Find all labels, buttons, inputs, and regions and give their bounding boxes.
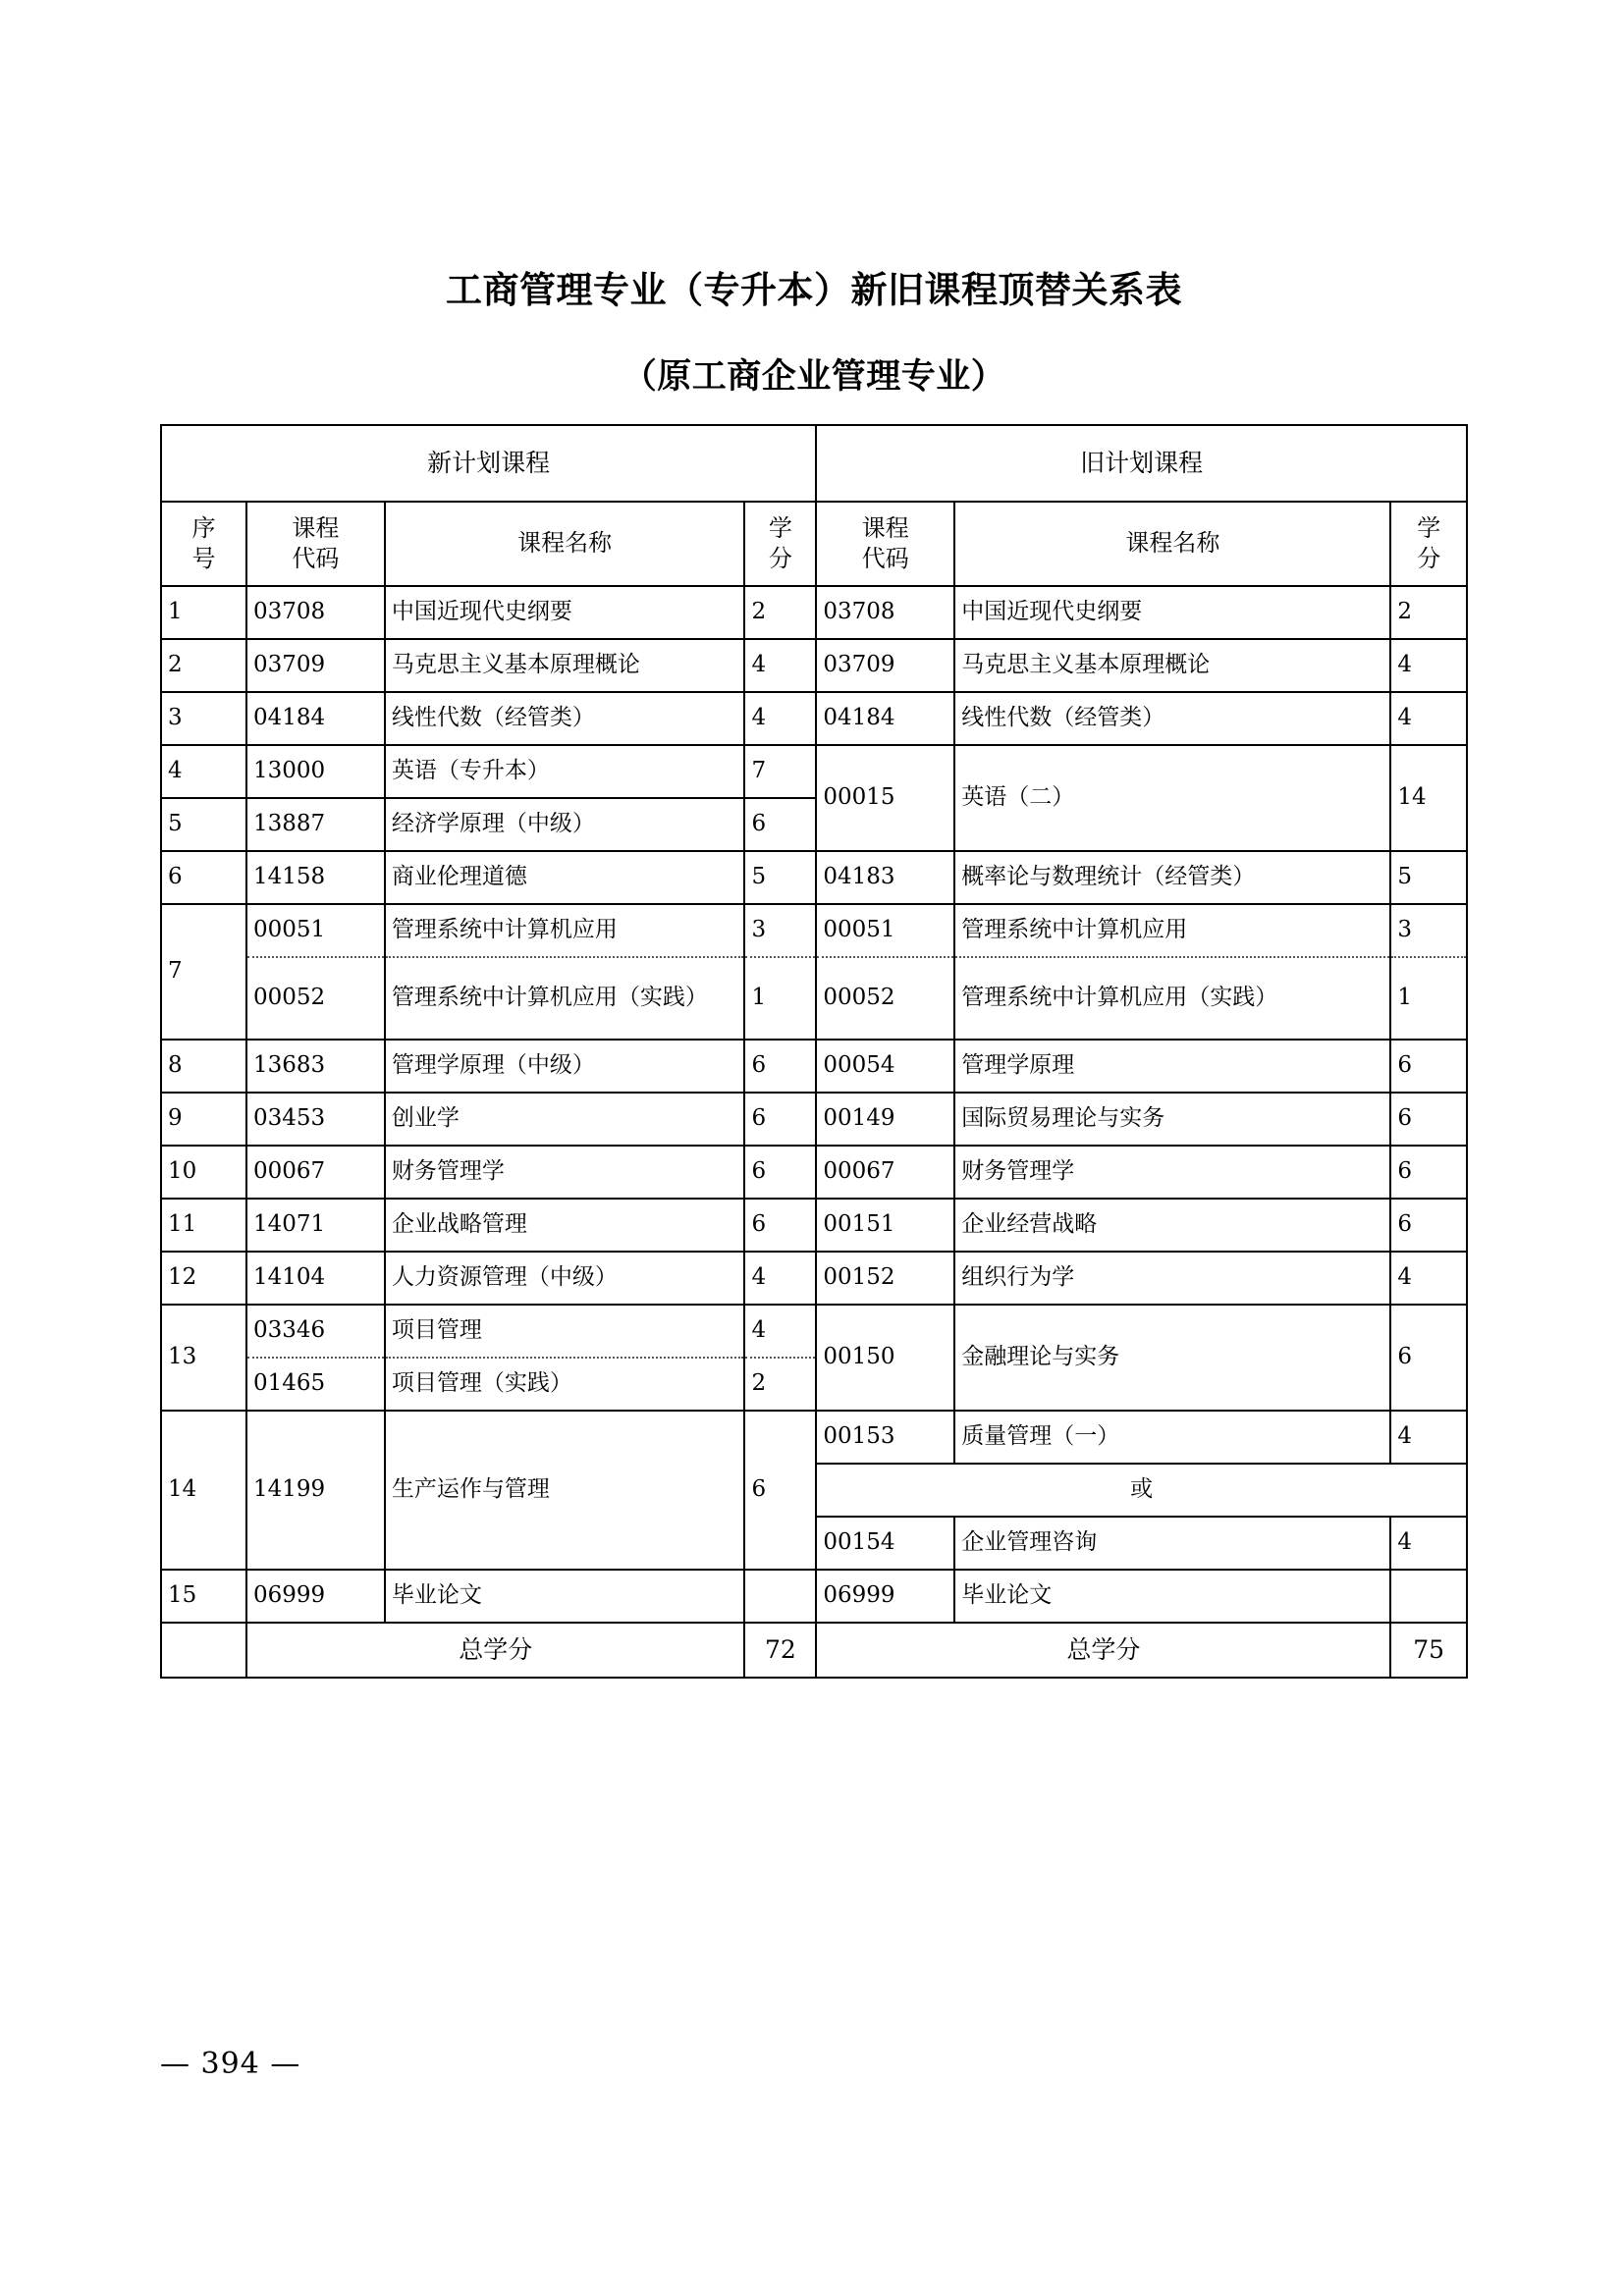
cell-new-name: 管理系统中计算机应用（实践） xyxy=(385,957,745,1040)
cell-new-code: 13887 xyxy=(246,798,385,851)
cell-new-credit: 5 xyxy=(744,851,816,904)
cell-old-credit: 4 xyxy=(1390,692,1467,745)
column-header-seq xyxy=(161,502,246,586)
cell-old-name: 财务管理学 xyxy=(954,1146,1390,1199)
cell-old-credit: 4 xyxy=(1390,1411,1467,1464)
column-header-old-code-line1: 课程 xyxy=(861,513,909,542)
cell-total-new-label: 总学分 xyxy=(246,1623,745,1678)
cell-new-credit: 6 xyxy=(744,1199,816,1252)
group-header-new-plan: 新计划课程 xyxy=(161,425,816,502)
cell-new-credit: 2 xyxy=(744,1358,816,1411)
cell-old-credit: 5 xyxy=(1390,851,1467,904)
column-header-new-code-line1: 课程 xyxy=(292,513,340,542)
cell-new-code: 04184 xyxy=(246,692,385,745)
cell-old-code: 00052 xyxy=(816,957,954,1040)
cell-new-name: 英语（专升本） xyxy=(385,745,745,798)
page-subtitle: （原工商企业管理专业） xyxy=(622,356,1006,397)
table-row xyxy=(161,851,1467,904)
cell-seq: 5 xyxy=(161,798,246,851)
cell-new-code: 13000 xyxy=(246,745,385,798)
cell-new-credit: 6 xyxy=(744,1146,816,1199)
cell-old-code: 00151 xyxy=(816,1199,954,1252)
cell-new-name: 管理系统中计算机应用 xyxy=(385,904,745,957)
cell-old-name: 组织行为学 xyxy=(954,1252,1390,1305)
table-row xyxy=(161,586,1467,639)
cell-seq: 7 xyxy=(161,904,246,1040)
cell-new-name: 马克思主义基本原理概论 xyxy=(385,639,745,692)
column-header-new-credit-line1: 学 xyxy=(768,513,792,542)
cell-new-code: 03708 xyxy=(246,586,385,639)
cell-old-credit: 2 xyxy=(1390,586,1467,639)
column-header-seq-line1: 序 xyxy=(191,513,216,542)
cell-old-credit: 6 xyxy=(1390,1040,1467,1093)
cell-new-credit xyxy=(744,1570,816,1623)
cell-old-name: 概率论与数理统计（经管类） xyxy=(954,851,1390,904)
cell-new-credit: 4 xyxy=(744,692,816,745)
cell-old-code: 03708 xyxy=(816,586,954,639)
cell-total-seq-blank xyxy=(161,1623,246,1678)
column-header-old-credit-line1: 学 xyxy=(1417,513,1441,542)
table-row xyxy=(161,957,1467,1040)
cell-old-credit: 6 xyxy=(1390,1199,1467,1252)
table-row xyxy=(161,1199,1467,1252)
cell-new-credit: 6 xyxy=(744,1093,816,1146)
cell-new-name: 项目管理（实践） xyxy=(385,1358,745,1411)
cell-new-code: 00051 xyxy=(246,904,385,957)
cell-seq: 3 xyxy=(161,692,246,745)
table-row xyxy=(161,692,1467,745)
cell-new-credit: 1 xyxy=(744,957,816,1040)
cell-new-code: 13683 xyxy=(246,1040,385,1093)
cell-or-label: 或 xyxy=(816,1464,1467,1517)
cell-new-name: 企业战略管理 xyxy=(385,1199,745,1252)
cell-old-code: 00054 xyxy=(816,1040,954,1093)
cell-new-code: 03709 xyxy=(246,639,385,692)
cell-new-name: 创业学 xyxy=(385,1093,745,1146)
column-header-new-code-line2: 代码 xyxy=(292,545,340,572)
cell-new-name: 线性代数（经管类） xyxy=(385,692,745,745)
cell-new-credit: 6 xyxy=(744,1411,816,1570)
table-row xyxy=(161,1252,1467,1305)
cell-old-credit: 14 xyxy=(1390,745,1467,851)
cell-old-code: 00015 xyxy=(816,745,954,851)
cell-new-name: 项目管理 xyxy=(385,1305,745,1358)
page-number: — 394 — xyxy=(160,2047,301,2081)
cell-old-code: 00067 xyxy=(816,1146,954,1199)
cell-old-name: 企业管理咨询 xyxy=(954,1517,1390,1570)
cell-seq: 2 xyxy=(161,639,246,692)
column-header-old-name: 课程名称 xyxy=(954,502,1390,586)
course-equivalence-table xyxy=(160,424,1468,1679)
cell-old-credit: 6 xyxy=(1390,1146,1467,1199)
cell-new-code: 03453 xyxy=(246,1093,385,1146)
column-header-seq-line2: 号 xyxy=(191,545,216,572)
cell-old-code: 04183 xyxy=(816,851,954,904)
table-column-header-row xyxy=(161,502,1467,586)
cell-old-name: 毕业论文 xyxy=(954,1570,1390,1623)
cell-old-credit: 3 xyxy=(1390,904,1467,957)
cell-new-code: 03346 xyxy=(246,1305,385,1358)
group-header-old-plan: 旧计划课程 xyxy=(816,425,1467,502)
cell-old-code: 00153 xyxy=(816,1411,954,1464)
cell-old-credit: 4 xyxy=(1390,1517,1467,1570)
cell-seq: 12 xyxy=(161,1252,246,1305)
cell-seq: 9 xyxy=(161,1093,246,1146)
cell-seq: 8 xyxy=(161,1040,246,1093)
table-row xyxy=(161,745,1467,798)
cell-seq: 4 xyxy=(161,745,246,798)
column-header-old-credit xyxy=(1390,502,1467,586)
cell-new-name: 人力资源管理（中级） xyxy=(385,1252,745,1305)
cell-old-code: 04184 xyxy=(816,692,954,745)
cell-old-name: 马克思主义基本原理概论 xyxy=(954,639,1390,692)
column-header-new-code xyxy=(246,502,385,586)
column-header-new-name: 课程名称 xyxy=(385,502,745,586)
cell-old-name: 线性代数（经管类） xyxy=(954,692,1390,745)
cell-old-name: 英语（二） xyxy=(954,745,1390,851)
table-total-row xyxy=(161,1623,1467,1678)
cell-old-code: 00149 xyxy=(816,1093,954,1146)
cell-old-credit: 4 xyxy=(1390,1252,1467,1305)
cell-old-name: 企业经营战略 xyxy=(954,1199,1390,1252)
cell-old-credit: 4 xyxy=(1390,639,1467,692)
column-header-new-credit xyxy=(744,502,816,586)
cell-seq: 11 xyxy=(161,1199,246,1252)
cell-new-name: 经济学原理（中级） xyxy=(385,798,745,851)
page-title: 工商管理专业（专升本）新旧课程顶替关系表 xyxy=(446,268,1182,311)
cell-new-name: 中国近现代史纲要 xyxy=(385,586,745,639)
cell-new-credit: 2 xyxy=(744,586,816,639)
cell-old-credit: 6 xyxy=(1390,1093,1467,1146)
cell-new-code: 14071 xyxy=(246,1199,385,1252)
cell-new-credit: 7 xyxy=(744,745,816,798)
cell-old-credit xyxy=(1390,1570,1467,1623)
column-header-old-code-line2: 代码 xyxy=(861,545,909,572)
cell-new-credit: 3 xyxy=(744,904,816,957)
cell-new-code: 00052 xyxy=(246,957,385,1040)
cell-new-name: 财务管理学 xyxy=(385,1146,745,1199)
cell-new-code: 06999 xyxy=(246,1570,385,1623)
cell-new-credit: 6 xyxy=(744,798,816,851)
cell-new-code: 14104 xyxy=(246,1252,385,1305)
cell-seq: 14 xyxy=(161,1411,246,1570)
table-row xyxy=(161,1040,1467,1093)
cell-old-name: 金融理论与实务 xyxy=(954,1305,1390,1411)
cell-new-name: 商业伦理道德 xyxy=(385,851,745,904)
column-header-old-code xyxy=(816,502,954,586)
column-header-old-credit-line2: 分 xyxy=(1417,545,1441,572)
cell-old-name: 管理学原理 xyxy=(954,1040,1390,1093)
cell-old-code: 00152 xyxy=(816,1252,954,1305)
cell-new-credit: 4 xyxy=(744,1252,816,1305)
table-row xyxy=(161,1146,1467,1199)
cell-seq: 15 xyxy=(161,1570,246,1623)
table-row xyxy=(161,1093,1467,1146)
cell-new-code: 14199 xyxy=(246,1411,385,1570)
cell-new-name: 生产运作与管理 xyxy=(385,1411,745,1570)
cell-old-code: 03709 xyxy=(816,639,954,692)
cell-new-code: 00067 xyxy=(246,1146,385,1199)
cell-new-code: 01465 xyxy=(246,1358,385,1411)
table-row xyxy=(161,1570,1467,1623)
table-row xyxy=(161,639,1467,692)
cell-seq: 6 xyxy=(161,851,246,904)
table-row xyxy=(161,1411,1467,1464)
cell-new-name: 管理学原理（中级） xyxy=(385,1040,745,1093)
cell-seq: 1 xyxy=(161,586,246,639)
cell-old-name: 管理系统中计算机应用 xyxy=(954,904,1390,957)
cell-old-name: 管理系统中计算机应用（实践） xyxy=(954,957,1390,1040)
cell-new-name: 毕业论文 xyxy=(385,1570,745,1623)
cell-old-code: 00150 xyxy=(816,1305,954,1411)
cell-old-code: 00154 xyxy=(816,1517,954,1570)
cell-new-credit: 4 xyxy=(744,1305,816,1358)
cell-new-credit: 4 xyxy=(744,639,816,692)
cell-old-code: 06999 xyxy=(816,1570,954,1623)
cell-total-old-label: 总学分 xyxy=(816,1623,1390,1678)
cell-old-name: 质量管理（一） xyxy=(954,1411,1390,1464)
table-row xyxy=(161,1305,1467,1358)
cell-old-name: 国际贸易理论与实务 xyxy=(954,1093,1390,1146)
cell-new-credit: 6 xyxy=(744,1040,816,1093)
table-row xyxy=(161,904,1467,957)
cell-old-credit: 6 xyxy=(1390,1305,1467,1411)
cell-old-code: 00051 xyxy=(816,904,954,957)
column-header-new-credit-line2: 分 xyxy=(768,545,792,572)
cell-total-new-credit: 72 xyxy=(744,1623,816,1678)
cell-seq: 10 xyxy=(161,1146,246,1199)
cell-new-code: 14158 xyxy=(246,851,385,904)
table-group-header-row xyxy=(161,425,1467,502)
cell-seq: 13 xyxy=(161,1305,246,1411)
cell-old-name: 中国近现代史纲要 xyxy=(954,586,1390,639)
cell-total-old-credit: 75 xyxy=(1390,1623,1467,1678)
cell-old-credit: 1 xyxy=(1390,957,1467,1040)
